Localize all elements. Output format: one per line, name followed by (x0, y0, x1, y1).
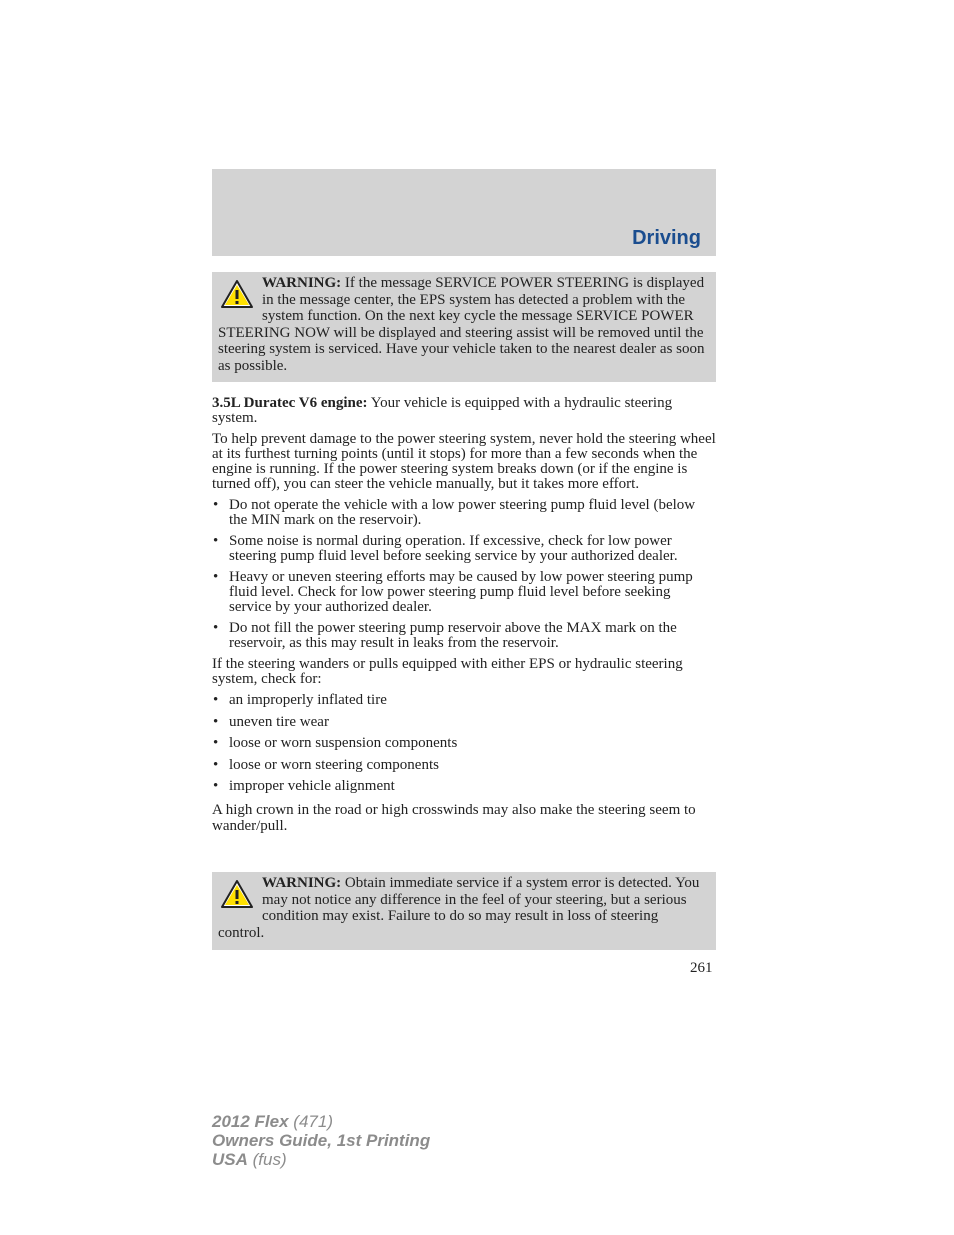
list-item: • loose or worn steering components (213, 756, 439, 773)
engine-paragraph (212, 396, 716, 426)
warning-triangle-icon (220, 279, 254, 309)
prevent-damage-paragraph: To help prevent damage to the power steering system, never hold the steering wheel at its furthest turning points (until it stops) for more than a few seconds when the engine is running. If the power steering system breaks down (or if the engine is turned off), you can steer the vehicle manually, but it takes more effort. (212, 431, 716, 492)
list-item: • Do not fill the power steering pump reservoir above the MAX mark on the reservoir, as this may result in leaks from the reservoir. (213, 620, 677, 651)
warning-text: Obtain immediate service if a system error is detected. You may not notice any difference in the feel of your steering, but a serious condition may exist. Failure to do so may result in loss of steering control. (218, 875, 700, 941)
list-item: • improper vehicle alignment (213, 778, 395, 794)
main-content (212, 396, 716, 834)
warning-triangle-icon (220, 879, 254, 909)
list-item: • loose or worn suspension components (213, 735, 458, 751)
wanders-paragraph: If the steering wanders or pulls equipped with either EPS or hydraulic steering system, check for: (212, 656, 683, 687)
list-item: • an improperly inflated tire (213, 692, 387, 708)
section-header (212, 169, 716, 256)
section-title: Driving (632, 227, 701, 249)
list-item: • Some noise is normal during operation. If excessive, check for low power steering pump fluid level before seeking service by your authorized dealer. (213, 533, 678, 564)
warning-text: If the message SERVICE POWER STEERING is displayed in the message center, the EPS system has detected a problem with the system function. On the next key cycle the message SERVICE POWER STEERING NOW will be displayed and steering assist will be removed until the steering system is serviced. Have your vehicle taken to the nearest dealer as soon as possible. (218, 275, 705, 374)
warning-label: WARNING: (262, 275, 342, 291)
footer-line-region: USA (fus) (212, 1150, 287, 1169)
warning-box-eps (212, 272, 716, 382)
engine-text: Your vehicle is equipped with a hydraulic steering system. (212, 395, 673, 426)
power-steering-list (212, 498, 716, 651)
footer-line-model: 2012 Flex (471) (212, 1112, 333, 1131)
engine-label: 3.5L Duratec V6 engine: (212, 395, 368, 411)
list-item: • uneven tire wear (213, 713, 329, 730)
check-list (212, 693, 716, 794)
crown-paragraph: A high crown in the road or high crosswinds may also make the steering seem to wander/pull. (212, 802, 696, 834)
warning-label: WARNING: (262, 875, 342, 891)
list-item: • Heavy or uneven steering efforts may be caused by low power steering pump fluid level. Check for low power steering pump fluid level before seeking service by your authorized dealer. (213, 569, 693, 615)
footer (212, 1112, 430, 1169)
footer-line-guide: Owners Guide, 1st Printing (212, 1131, 431, 1150)
warning-box-system-error (212, 872, 716, 950)
page-number: 261 (690, 960, 713, 976)
list-item: • Do not operate the vehicle with a low power steering pump fluid level (below the MIN mark on the reservoir). (213, 497, 696, 528)
